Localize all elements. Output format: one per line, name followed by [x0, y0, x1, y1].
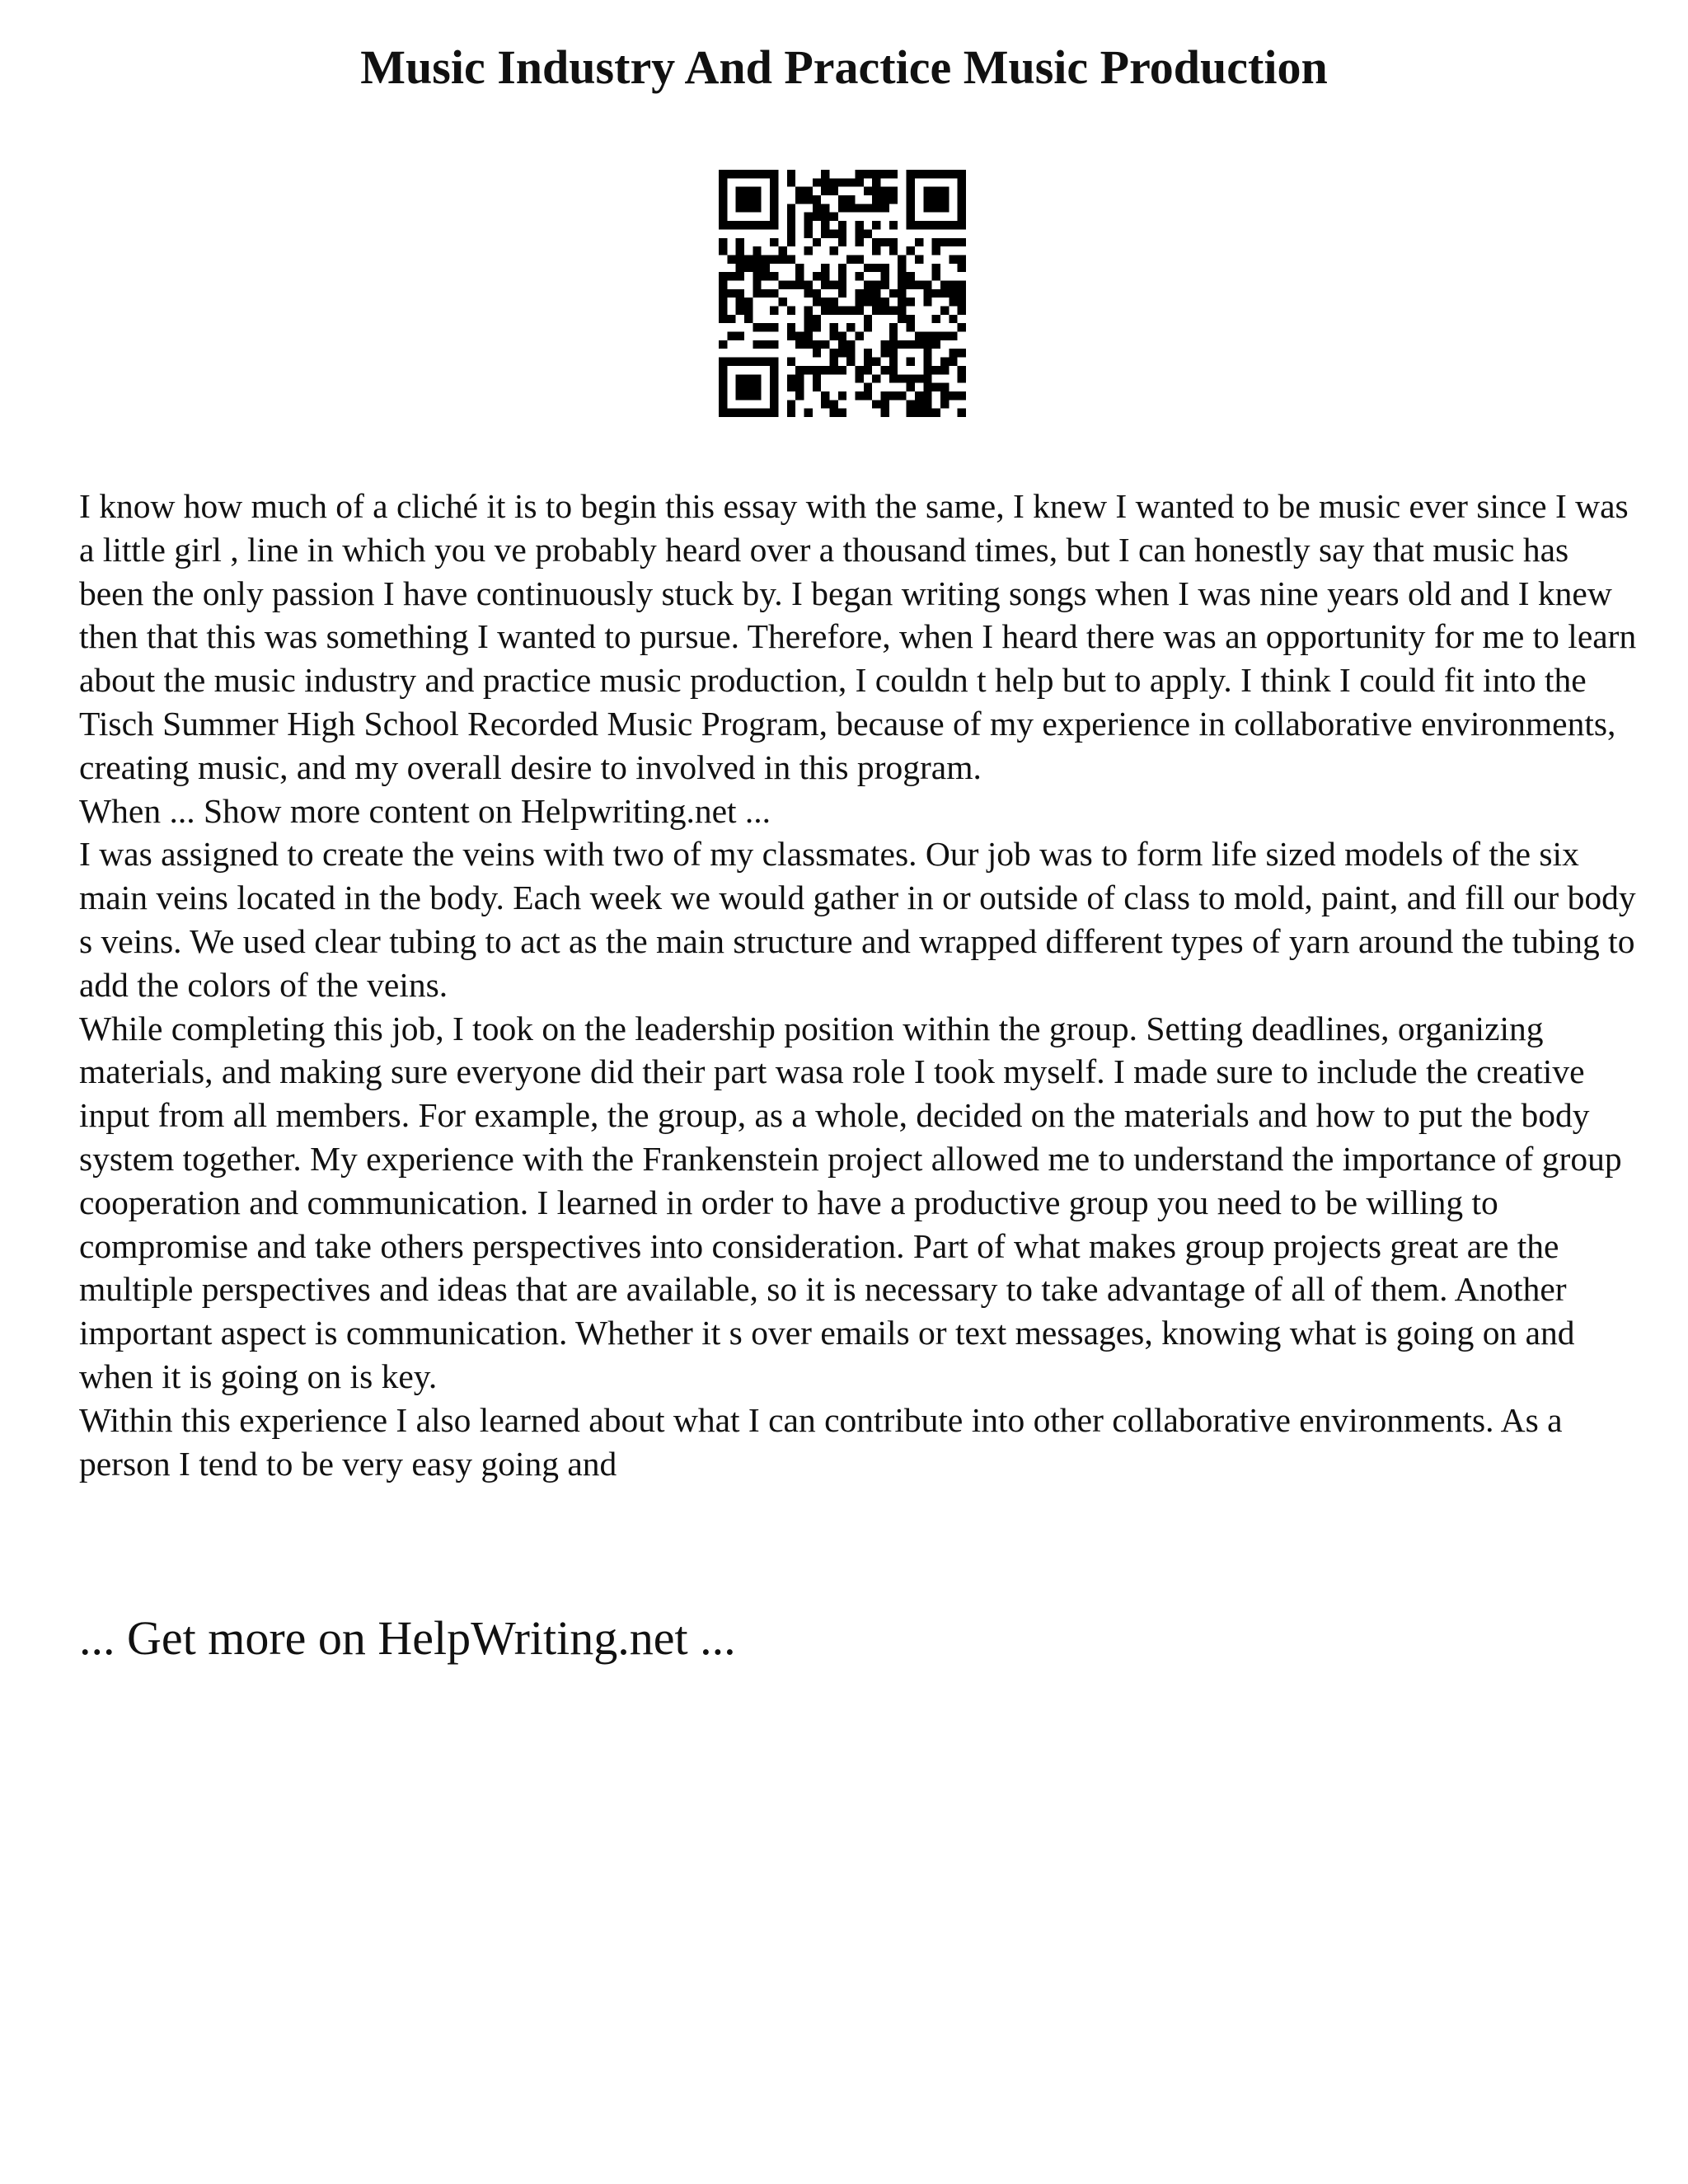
- paragraph-leadership: While completing this job, I took on the leadership position within the group. Setting deadlines, organizing materials, and making sure everyone did their part wasa role I took myself. I made sure to include the creative input from all members. For example, the group, as a whole, decided on the materials and how to put the body system together. My experience with the Frankenstein project allowed me to understand the importance of group cooperation and communication. I learned in order to have a productive group you need to be willing to compromise and take others perspectives into consideration. Part of what makes group projects great are the multiple perspectives and ideas that are available, so it is necessary to take advantage of all of them. Another important aspect is communication. Whether it s over emails or text messages, knowing what is going on and when it is going on is key.: [79, 1009, 1622, 1395]
- show-more-link[interactable]: When ... Show more content on Helpwriting.net ...: [79, 791, 771, 830]
- qr-code-icon[interactable]: [719, 170, 966, 417]
- paragraph-contribution: Within this experience I also learned about what I can contribute into other collaborative environments. As a person I tend to be very easy going and: [79, 1400, 1563, 1483]
- essay-body: [79, 485, 1637, 1485]
- paragraph-intro: I know how much of a cliché it is to begin this essay with the same, I knew I wanted to be music ever since I was a little girl , line in which you ve probably heard over a thousand times, but I can honestly say that music has been the only passion I have continuously stuck by. I began writing songs when I was nine years old and I knew then that this was something I wanted to pursue. Therefore, when I heard there was an opportunity for me to learn about the music industry and practice music production, I couldn t help but to apply. I think I could fit into the Tisch Summer High School Recorded Music Program, because of my experience in collaborative environments, creating music, and my overall desire to involved in this program.: [79, 487, 1637, 786]
- paragraph-veins: I was assigned to create the veins with two of my classmates. Our job was to form life sized models of the six main veins located in the body. Each week we would gather in or outside of class to mold, paint, and fill our body s veins. We used clear tubing to act as the main structure and wrapped different types of yarn around the tubing to add the colors of the veins.: [79, 835, 1636, 1004]
- document-title: Music Industry And Practice Music Production: [360, 40, 1328, 94]
- get-more-link[interactable]: ... Get more on HelpWriting.net ...: [79, 1611, 736, 1665]
